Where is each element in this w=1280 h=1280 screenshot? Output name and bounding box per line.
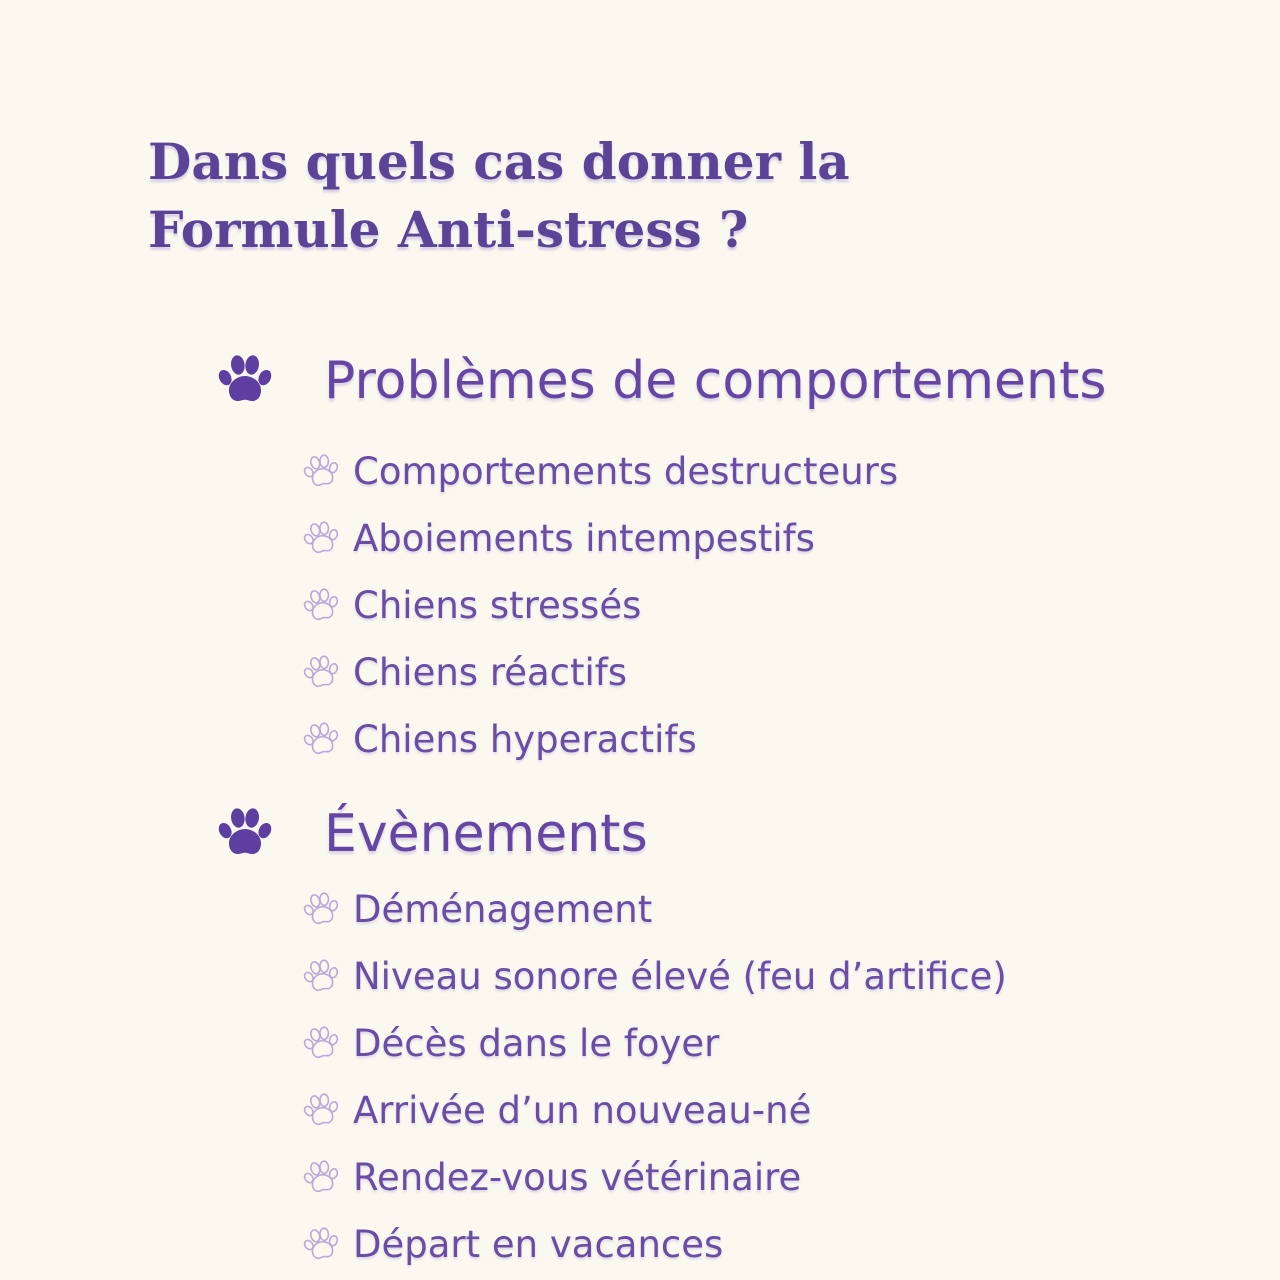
paw-outline-icon — [300, 519, 342, 559]
list-item — [303, 505, 898, 572]
list-item — [303, 1211, 1007, 1278]
list-item — [303, 1144, 1007, 1211]
paw-outline-icon — [300, 586, 342, 626]
section-events-heading — [216, 805, 648, 863]
list-item — [303, 943, 1007, 1010]
page-title-line-2: Formule Anti-stress ? — [148, 200, 749, 259]
page-title-line-1: Dans quels cas donner la — [148, 132, 850, 191]
list-item-label: Chiens réactifs — [353, 651, 628, 694]
list-item-label: Chiens hyperactifs — [353, 718, 697, 761]
list-item — [303, 639, 898, 706]
list-item — [303, 438, 898, 505]
list-item-label: Comportements destructeurs — [353, 450, 899, 493]
paw-outline-icon — [300, 957, 342, 997]
section-heading: Problèmes de comportements — [324, 351, 1107, 411]
section-behavior-problems-heading — [216, 352, 1106, 410]
paw-outline-icon — [300, 1158, 342, 1198]
behavior-problems-list — [303, 438, 898, 773]
paw-outline-icon — [300, 653, 342, 693]
list-item-label: Déménagement — [353, 888, 653, 931]
paw-solid-icon — [216, 354, 274, 408]
list-item-label: Décès dans le foyer — [353, 1022, 720, 1065]
list-item — [303, 876, 1007, 943]
list-item-label: Rendez-vous vétérinaire — [353, 1156, 802, 1199]
list-item-label: Chiens stressés — [353, 584, 642, 627]
section-heading: Évènements — [324, 804, 648, 864]
list-item — [303, 706, 898, 773]
list-item-label: Arrivée d’un nouveau-né — [353, 1089, 812, 1132]
paw-outline-icon — [300, 1091, 342, 1131]
list-item-label: Niveau sonore élevé (feu d’artifice) — [353, 955, 1007, 998]
page-title — [148, 128, 850, 264]
list-item — [303, 1077, 1007, 1144]
paw-outline-icon — [300, 1225, 342, 1265]
list-item-label: Départ en vacances — [353, 1223, 724, 1266]
paw-outline-icon — [300, 1024, 342, 1064]
paw-outline-icon — [300, 890, 342, 930]
list-item-label: Aboiements intempestifs — [353, 517, 815, 560]
paw-outline-icon — [300, 720, 342, 760]
paw-outline-icon — [300, 452, 342, 492]
events-list — [303, 876, 1007, 1278]
paw-solid-icon — [216, 807, 274, 861]
list-item — [303, 572, 898, 639]
list-item — [303, 1010, 1007, 1077]
